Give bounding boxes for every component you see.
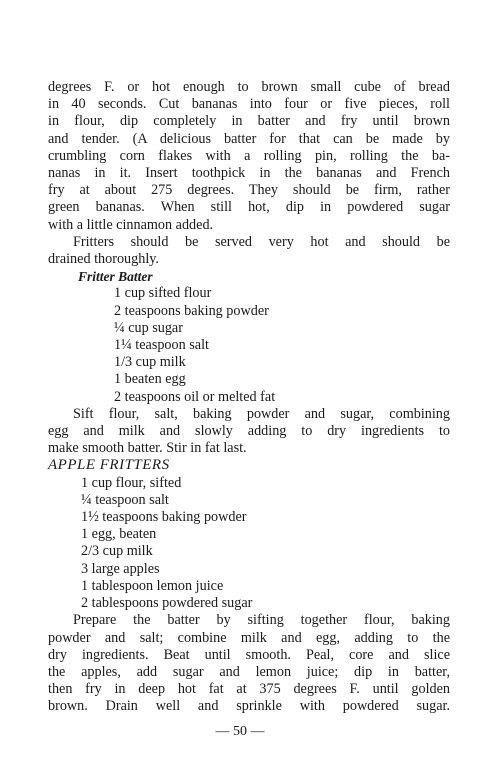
text-line: and tender. (A delicious batter for that can be made by: [48, 130, 450, 147]
apple-fritters-ingredients: [48, 475, 450, 613]
text-line: egg and milk and slowly adding to dry ingredients to: [48, 423, 450, 440]
text-line: powder and salt; combine milk and egg, adding to the: [48, 629, 450, 646]
text-line: make smooth batter. Stir in fat last.: [48, 440, 247, 457]
apple-fritters-method: [48, 612, 450, 715]
ingredient-item: 1¼ teaspoon salt: [114, 337, 209, 354]
ingredient-item: 1½ teaspoons baking powder: [81, 509, 247, 526]
text-line: crumbling corn flakes with a rolling pin, rolling the ba-: [48, 147, 450, 164]
fritter-batter-title: Fritter Batter: [78, 269, 153, 285]
text-line: Fritters should be served very hot and should be: [73, 233, 450, 250]
text-line: Sift flour, salt, baking powder and sugar, combining: [73, 405, 450, 422]
text-line: with a little cinnamon added.: [48, 216, 214, 233]
book-page: [48, 79, 450, 716]
ingredient-item: 1/3 cup milk: [114, 354, 186, 371]
text-line: drained thoroughly.: [48, 251, 159, 268]
text-line: in flour, dip completely in batter and fry until brown: [48, 113, 450, 130]
fritter-batter-method: [48, 406, 450, 458]
ingredient-item: 2 teaspoons oil or melted fat: [114, 388, 276, 405]
ingredient-item: 1 tablespoon lemon juice: [81, 577, 224, 594]
text-line: Prepare the batter by sifting together flour, baking: [73, 612, 450, 629]
fritters-note: [48, 234, 450, 268]
ingredient-item: 2/3 cup milk: [81, 543, 153, 560]
text-line: fry at about 275 degrees. They should be firm, rather: [48, 182, 450, 199]
intro-paragraph: [48, 79, 450, 234]
ingredient-item: 1 cup flour, sifted: [81, 474, 182, 491]
text-line: in 40 seconds. Cut bananas into four or five pieces, roll: [48, 96, 450, 113]
text-line: degrees F. or hot enough to brown small cube of bread: [48, 79, 450, 95]
text-line: brown. Drain well and sprinkle with powdered sugar.: [48, 698, 450, 715]
apple-fritters-title: APPLE FRITTERS: [48, 457, 170, 474]
ingredient-item: 2 teaspoons baking powder: [114, 302, 269, 319]
fritter-batter-ingredients: [48, 285, 450, 405]
text-line: then fry in deep hot fat at 375 degrees F. until golden: [48, 681, 450, 698]
ingredient-item: 1 beaten egg: [114, 371, 186, 388]
ingredient-item: 1 egg, beaten: [81, 526, 157, 543]
page-number: — 50 —: [215, 724, 265, 739]
ingredient-item: 3 large apples: [81, 560, 160, 577]
ingredient-item: ¼ teaspoon salt: [81, 491, 169, 508]
ingredient-item: 2 tablespoons powdered sugar: [81, 595, 253, 612]
ingredient-item: 1 cup sifted flour: [114, 285, 212, 302]
text-line: nanas in it. Insert toothpick in the bananas and French: [48, 165, 450, 182]
ingredient-item: ¼ cup sugar: [114, 319, 183, 336]
text-line: the apples, add sugar and lemon juice; dip in batter,: [48, 663, 450, 680]
text-line: dry ingredients. Beat until smooth. Peal, core and slice: [48, 646, 450, 663]
text-line: green bananas. When still hot, dip in powdered sugar: [48, 199, 450, 216]
